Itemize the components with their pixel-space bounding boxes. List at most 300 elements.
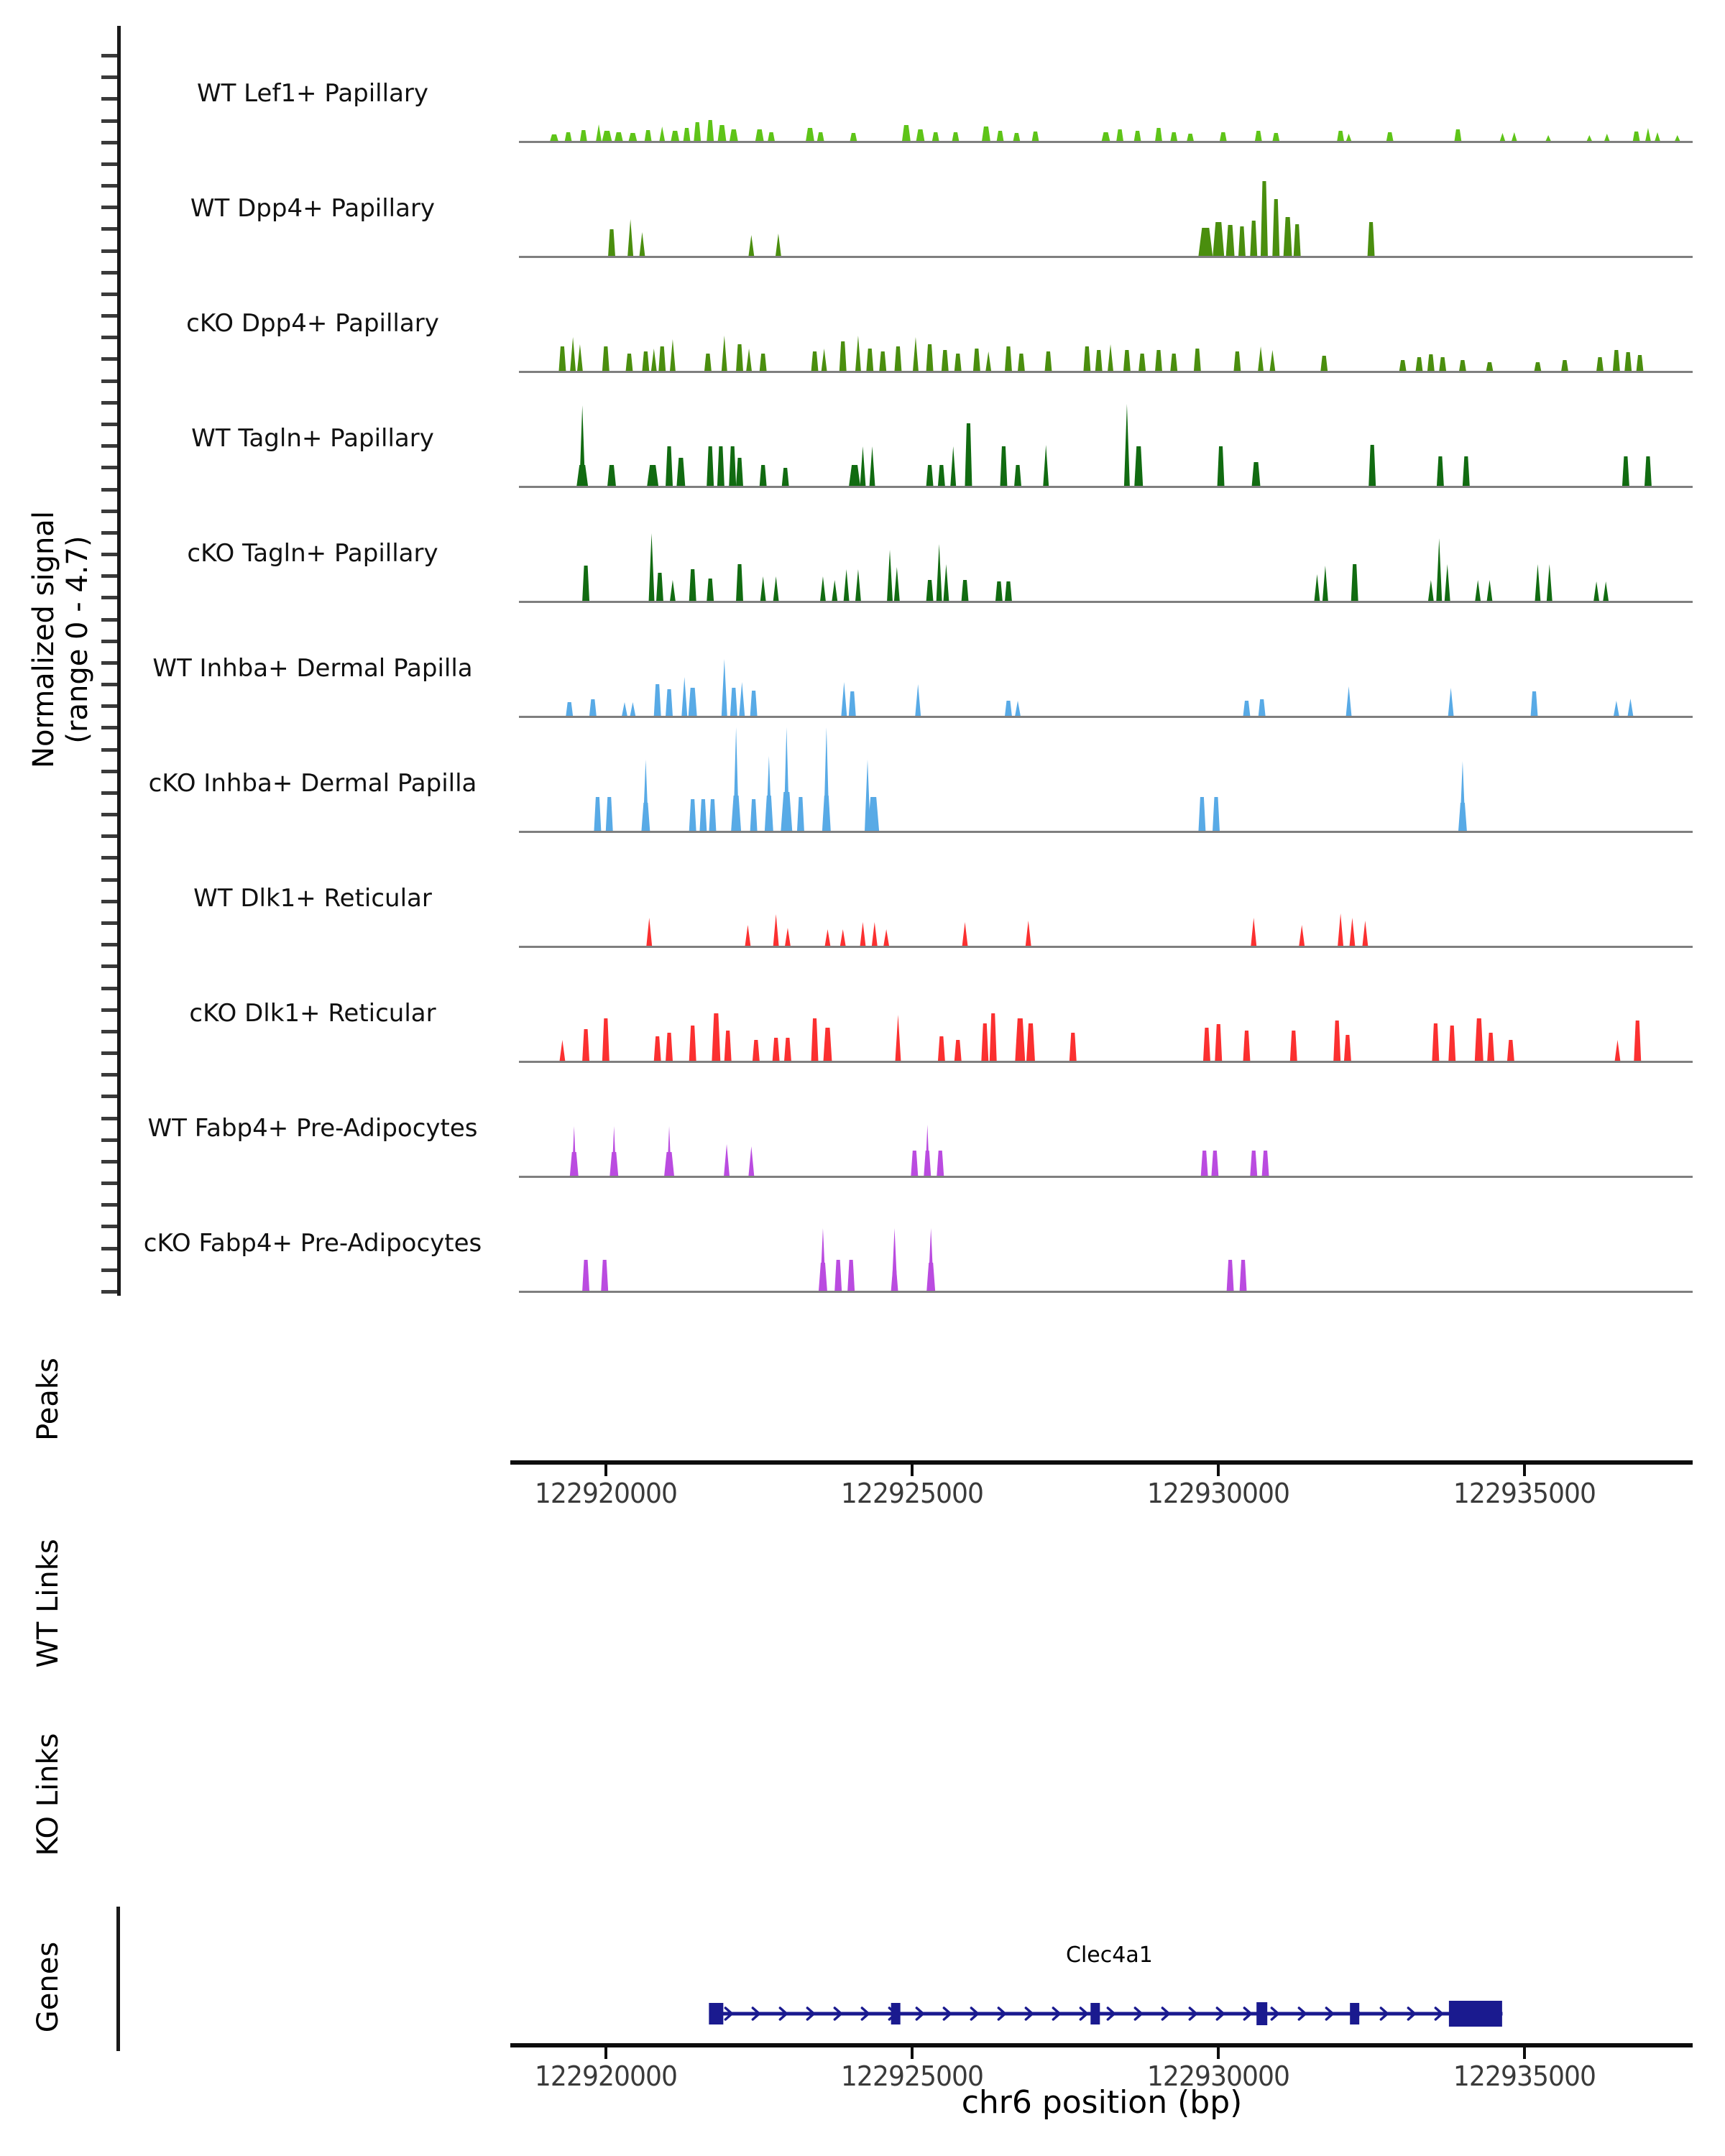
y-axis-tick: [101, 1030, 117, 1033]
peak-shape: [550, 134, 558, 142]
peak-shape: [1531, 691, 1538, 717]
peak-shape: [1437, 456, 1444, 487]
peak-shape: [1399, 360, 1407, 372]
peak-shape: [1123, 350, 1131, 372]
peak-shape: [610, 1152, 618, 1176]
peak-shape: [1454, 129, 1461, 142]
y-axis-tick: [101, 987, 117, 990]
peak-shape: [615, 132, 623, 142]
peak-shape: [1362, 921, 1368, 946]
peak-shape: [745, 925, 750, 946]
y-axis-tick: [101, 661, 117, 665]
peak-shape: [659, 126, 665, 142]
peak-shape: [765, 796, 773, 831]
peak-shape: [1070, 1033, 1077, 1061]
peak-shape: [647, 465, 658, 487]
peak-shape: [1013, 133, 1020, 142]
peak-shape: [844, 569, 850, 602]
peak-shape: [784, 1038, 791, 1061]
peak-shape: [1015, 701, 1021, 717]
peak-shape: [1170, 132, 1177, 142]
peak-shape: [1463, 456, 1470, 487]
y-axis-tick: [101, 466, 117, 469]
peak-shape: [1622, 456, 1629, 487]
peak-shape: [707, 120, 714, 142]
peak-shape: [1320, 356, 1328, 372]
peak-shape: [782, 468, 789, 487]
peak-shape: [819, 1263, 827, 1291]
peak-shape: [1333, 1021, 1340, 1061]
peak-shape: [717, 446, 724, 487]
peak-shape: [580, 130, 587, 142]
peak-shape: [1486, 362, 1493, 372]
signal-track-svg: [519, 1063, 1693, 1178]
peak-shape: [570, 1152, 579, 1176]
track-label: cKO Dpp4+ Papillary: [186, 309, 439, 338]
peak-shape: [730, 688, 737, 717]
y-axis-tick: [101, 510, 117, 513]
peak-shape: [1368, 445, 1376, 487]
peak-shape: [913, 337, 919, 372]
section-label-genes: Genes: [32, 1941, 65, 2033]
peak-shape: [1314, 574, 1320, 602]
y-axis-tick: [101, 813, 117, 816]
peak-shape: [1252, 462, 1261, 487]
peak-shape: [938, 465, 945, 487]
peak-shape: [722, 659, 727, 717]
peak-shape: [606, 797, 613, 831]
peak-shape: [1116, 129, 1123, 142]
y-axis-tick: [101, 531, 117, 535]
y-axis-tick: [101, 1290, 117, 1294]
peak-shape: [1218, 446, 1225, 487]
peak-shape: [1272, 133, 1279, 142]
peak-shape: [704, 354, 712, 372]
peak-shape: [1337, 131, 1344, 142]
y-axis-tick: [101, 292, 117, 296]
peak-shape: [601, 1260, 608, 1291]
peak-shape: [962, 922, 968, 946]
peak-shape: [797, 797, 804, 831]
peak-shape: [577, 344, 583, 372]
x-axis-tick: [604, 2047, 607, 2059]
y-axis-tick: [101, 271, 117, 275]
peak-shape: [739, 682, 745, 717]
peak-shape: [1459, 360, 1466, 372]
peak-shape: [781, 792, 792, 831]
peak-shape: [952, 132, 959, 142]
peak-shape: [664, 1152, 674, 1176]
peak-shape: [942, 350, 949, 372]
peak-shape: [916, 129, 924, 142]
peak-shape: [811, 351, 819, 372]
signal-track-svg: [519, 143, 1693, 258]
peak-shape: [666, 446, 673, 487]
y-axis-tick: [101, 1073, 117, 1077]
peak-shape: [1603, 581, 1609, 602]
peak-shape: [582, 566, 589, 602]
gene-exon: [891, 2003, 901, 2024]
y-axis-tick: [101, 227, 117, 231]
peak-shape: [937, 1151, 944, 1176]
peak-shape: [707, 579, 714, 602]
peak-shape: [1614, 1040, 1620, 1061]
peak-shape: [670, 580, 676, 602]
gene-model: [519, 1933, 1693, 2048]
y-axis-tick: [101, 791, 117, 795]
y-axis-tick: [101, 401, 117, 405]
peak-shape: [559, 1040, 565, 1061]
peak-shape: [1655, 132, 1660, 142]
peak-shape: [1624, 352, 1632, 372]
peak-shape: [1507, 1040, 1514, 1061]
peak-shape: [1448, 1026, 1455, 1061]
peak-shape: [654, 1036, 661, 1061]
peak-shape: [883, 929, 889, 946]
signal-track-svg: [519, 1178, 1693, 1293]
peak-shape: [1014, 465, 1021, 487]
peak-shape: [1427, 354, 1435, 372]
peak-shape: [729, 446, 736, 487]
peak-shape: [666, 1033, 673, 1061]
peak-shape: [1475, 580, 1481, 602]
y-axis-tick: [101, 162, 117, 166]
peak-shape: [689, 1026, 696, 1061]
peak-shape: [850, 133, 857, 142]
peak-shape: [811, 1018, 819, 1061]
y-axis-tick: [101, 1268, 117, 1272]
peak-shape: [1614, 701, 1619, 717]
y-axis-tick: [101, 423, 117, 426]
peak-shape: [736, 458, 743, 487]
x-axis-tick-label: 122920000: [534, 2060, 677, 2092]
peak-shape: [973, 349, 980, 372]
track-label: cKO Tagln+ Papillary: [187, 539, 438, 568]
y-axis-tick: [101, 964, 117, 968]
x-axis-tick: [1523, 2047, 1526, 2059]
genome-x-axis-line: [510, 2043, 1693, 2047]
gene-exon: [1350, 2003, 1359, 2024]
peak-shape: [1416, 357, 1423, 372]
peak-shape: [628, 133, 637, 142]
peak-shape: [1155, 350, 1162, 372]
signal-track-svg: [519, 833, 1693, 948]
track-label: cKO Inhba+ Dermal Papilla: [148, 769, 477, 798]
signal-track-svg: [519, 603, 1693, 718]
y-axis-tick: [101, 726, 117, 729]
peak-shape: [841, 682, 847, 717]
peak-shape: [1226, 225, 1235, 257]
peak-shape: [565, 132, 572, 142]
peak-shape: [750, 691, 758, 717]
peak-shape: [1243, 701, 1250, 717]
y-axis-tick: [101, 314, 117, 318]
peak-shape: [773, 576, 779, 602]
y-axis-tick: [101, 249, 117, 253]
peak-shape: [1613, 350, 1620, 372]
y-axis-tick: [101, 379, 117, 383]
peak-shape: [1243, 1031, 1250, 1061]
signal-track-svg: [519, 373, 1693, 488]
x-axis-tick-label: 122930000: [1147, 1478, 1290, 1509]
peak-shape: [855, 336, 861, 372]
y-axis-tick: [101, 488, 117, 492]
peak-shape: [768, 132, 775, 142]
peak-shape: [985, 351, 991, 372]
peak-shape: [718, 125, 727, 142]
peak-shape: [608, 229, 615, 257]
peak-shape: [894, 567, 900, 602]
signal-track-svg: [519, 258, 1693, 373]
peak-shape: [868, 797, 879, 831]
peak-shape: [748, 1146, 754, 1176]
y-axis-tick: [101, 704, 117, 708]
x-axis-tick-label: 122925000: [840, 2060, 984, 2092]
y-axis-tick: [101, 54, 117, 57]
y-axis-label-line1: Normalized signal: [27, 511, 60, 768]
peak-shape: [760, 354, 767, 372]
peak-shape: [731, 796, 741, 831]
peak-shape: [1203, 1028, 1210, 1061]
peak-shape: [676, 458, 685, 487]
peak-shape: [1299, 925, 1305, 946]
peak-shape: [1083, 346, 1090, 372]
y-axis-tick: [101, 878, 117, 882]
peak-shape: [954, 1040, 962, 1061]
track-label: WT Fabp4+ Pre-Adipocytes: [147, 1114, 478, 1143]
peak-shape: [1586, 135, 1592, 142]
y-axis-tick: [101, 856, 117, 860]
peak-shape: [1213, 222, 1224, 257]
peak-shape: [1018, 354, 1025, 372]
y-axis-tick: [101, 553, 117, 556]
peak-shape: [760, 576, 766, 602]
gene-exon: [709, 2003, 723, 2024]
peak-shape: [570, 337, 576, 372]
x-axis-tick-label: 122925000: [840, 1478, 984, 1509]
peak-shape: [1005, 346, 1012, 372]
peak-shape: [954, 354, 962, 372]
peak-shape: [1194, 349, 1201, 372]
section-label-peaks: Peaks: [32, 1358, 65, 1441]
x-axis-tick-label: 122920000: [534, 1478, 677, 1509]
peak-shape: [709, 799, 716, 831]
peak-shape: [645, 130, 652, 142]
y-axis-tick: [101, 748, 117, 752]
peak-shape: [566, 702, 573, 717]
peak-shape: [1593, 581, 1599, 602]
peak-shape: [658, 346, 666, 372]
peak-shape: [1561, 360, 1568, 372]
peak-shape: [712, 1013, 720, 1061]
peak-shape: [649, 533, 655, 602]
peak-shape: [656, 573, 663, 602]
y-axis-tick: [101, 1203, 117, 1207]
signal-track-svg: [519, 488, 1693, 603]
peak-shape: [694, 122, 701, 142]
peak-shape: [1000, 446, 1007, 487]
y-axis-label-line2: (range 0 - 4.7): [61, 535, 94, 744]
peak-shape: [582, 1029, 589, 1061]
peak-shape: [639, 232, 645, 257]
y-axis-tick: [101, 921, 117, 925]
peak-shape: [1170, 354, 1177, 372]
peak-shape: [926, 580, 934, 602]
peak-shape: [820, 576, 826, 602]
y-axis-tick: [101, 1247, 117, 1250]
peak-shape: [822, 349, 827, 372]
peak-shape: [849, 691, 856, 717]
peak-shape: [872, 922, 878, 946]
y-axis-tick: [101, 1095, 117, 1098]
peak-shape: [1095, 350, 1103, 372]
y-axis-tick: [101, 640, 117, 643]
y-axis-tick: [101, 1225, 117, 1228]
peak-shape: [760, 465, 767, 487]
y-axis-tick: [101, 618, 117, 622]
peak-shape: [753, 1040, 760, 1061]
peak-shape: [1005, 701, 1012, 717]
x-axis-tick: [1217, 1465, 1220, 1476]
gene-exon: [1090, 2003, 1100, 2024]
peak-shape: [995, 581, 1003, 602]
peak-shape: [1432, 1023, 1439, 1061]
peak-shape: [773, 1038, 780, 1061]
peak-shape: [1213, 797, 1220, 831]
peak-shape: [1211, 1151, 1218, 1176]
gene-exon: [1449, 2001, 1502, 2027]
peak-shape: [840, 341, 847, 372]
peak-shape: [642, 351, 649, 372]
y-axis-tick: [101, 75, 117, 79]
peak-shape: [1344, 1035, 1351, 1061]
peak-shape: [1134, 446, 1143, 487]
peak-shape: [982, 126, 990, 142]
peak-shape: [1044, 351, 1052, 372]
peak-shape: [1240, 1260, 1247, 1291]
peak-shape: [689, 569, 696, 602]
y-axis-tick: [101, 1051, 117, 1055]
peak-shape: [1596, 357, 1604, 372]
peak-shape: [1368, 222, 1375, 257]
peak-shape: [626, 354, 633, 372]
peak-shape: [1233, 351, 1241, 372]
peak-shape: [937, 544, 942, 602]
peak-shape: [1322, 566, 1328, 602]
x-axis-tick-label: 122930000: [1147, 2060, 1290, 2092]
peak-shape: [1290, 1031, 1297, 1061]
peak-shape: [847, 1260, 855, 1291]
peak-shape: [1436, 538, 1442, 602]
peak-shape: [981, 1023, 988, 1061]
peak-shape: [860, 922, 865, 946]
peak-shape: [824, 929, 830, 946]
x-axis-tick: [1217, 2047, 1220, 2059]
peak-shape: [1486, 580, 1492, 602]
peak-shape: [1250, 1151, 1257, 1176]
peak-shape: [1124, 404, 1130, 487]
peak-shape: [1512, 132, 1517, 142]
y-axis-tick: [101, 1160, 117, 1164]
gene-label: Clec4a1: [1066, 1943, 1153, 1968]
track-label: WT Lef1+ Papillary: [196, 79, 429, 108]
y-axis-tick: [101, 119, 117, 123]
peak-shape: [1499, 133, 1505, 142]
y-axis-tick: [101, 1138, 117, 1142]
x-axis-tick-label: 122935000: [1453, 1478, 1596, 1509]
peak-shape: [654, 684, 661, 717]
y-axis-tick: [101, 683, 117, 686]
peak-shape: [681, 677, 687, 717]
peak-shape: [1269, 350, 1275, 372]
peak-shape: [1198, 797, 1205, 831]
y-axis-tick: [101, 357, 117, 361]
peak-shape: [1026, 1023, 1035, 1061]
peak-shape: [594, 797, 601, 831]
peak-shape: [938, 1036, 945, 1061]
peak-shape: [576, 465, 588, 487]
peak-shape: [1259, 699, 1266, 717]
x-axis-tick-label: 122935000: [1453, 2060, 1596, 2092]
peak-shape: [887, 550, 893, 602]
peak-shape: [602, 1018, 610, 1061]
peak-shape: [834, 1260, 842, 1291]
x-axis-title: chr6 position (bp): [961, 2084, 1243, 2121]
track-label: WT Tagln+ Papillary: [191, 424, 434, 453]
peak-shape: [866, 349, 873, 372]
peak-shape: [1284, 217, 1292, 257]
signal-y-axis-line: [117, 26, 121, 1296]
x-axis-tick: [604, 1465, 607, 1476]
peak-shape: [1534, 362, 1541, 372]
track-label: WT Inhba+ Dermal Papilla: [152, 654, 473, 683]
peak-shape: [1155, 128, 1162, 142]
peak-shape: [924, 1151, 931, 1176]
peak-shape: [596, 124, 602, 142]
peak-shape: [1487, 1033, 1494, 1061]
peak-shape: [943, 564, 949, 602]
peak-shape: [627, 219, 633, 257]
peak-shape: [990, 1013, 997, 1061]
peak-shape: [622, 702, 627, 717]
y-axis-tick: [101, 444, 117, 448]
peak-shape: [849, 465, 860, 487]
y-axis-tick: [101, 900, 117, 903]
peak-shape: [895, 1015, 901, 1061]
y-axis-tick: [101, 206, 117, 209]
peak-shape: [558, 346, 566, 372]
x-axis-tick: [911, 1465, 914, 1476]
peak-shape: [1255, 131, 1262, 142]
gene-exon: [1256, 2002, 1267, 2025]
peak-shape: [722, 336, 727, 372]
signal-track-svg: [519, 718, 1693, 833]
peak-shape: [1134, 131, 1141, 142]
peak-shape: [730, 129, 738, 142]
peak-shape: [1201, 1151, 1208, 1176]
peak-shape: [965, 423, 972, 487]
peak-shape: [641, 803, 650, 831]
peak-shape: [1644, 456, 1652, 487]
signal-track-svg: [519, 28, 1693, 143]
peak-shape: [1032, 132, 1039, 142]
peak-shape: [926, 344, 934, 372]
peak-shape: [1338, 913, 1343, 946]
peak-shape: [707, 446, 714, 487]
peak-shape: [1346, 134, 1352, 142]
peak-shape: [1637, 355, 1644, 372]
peak-shape: [1439, 357, 1446, 372]
